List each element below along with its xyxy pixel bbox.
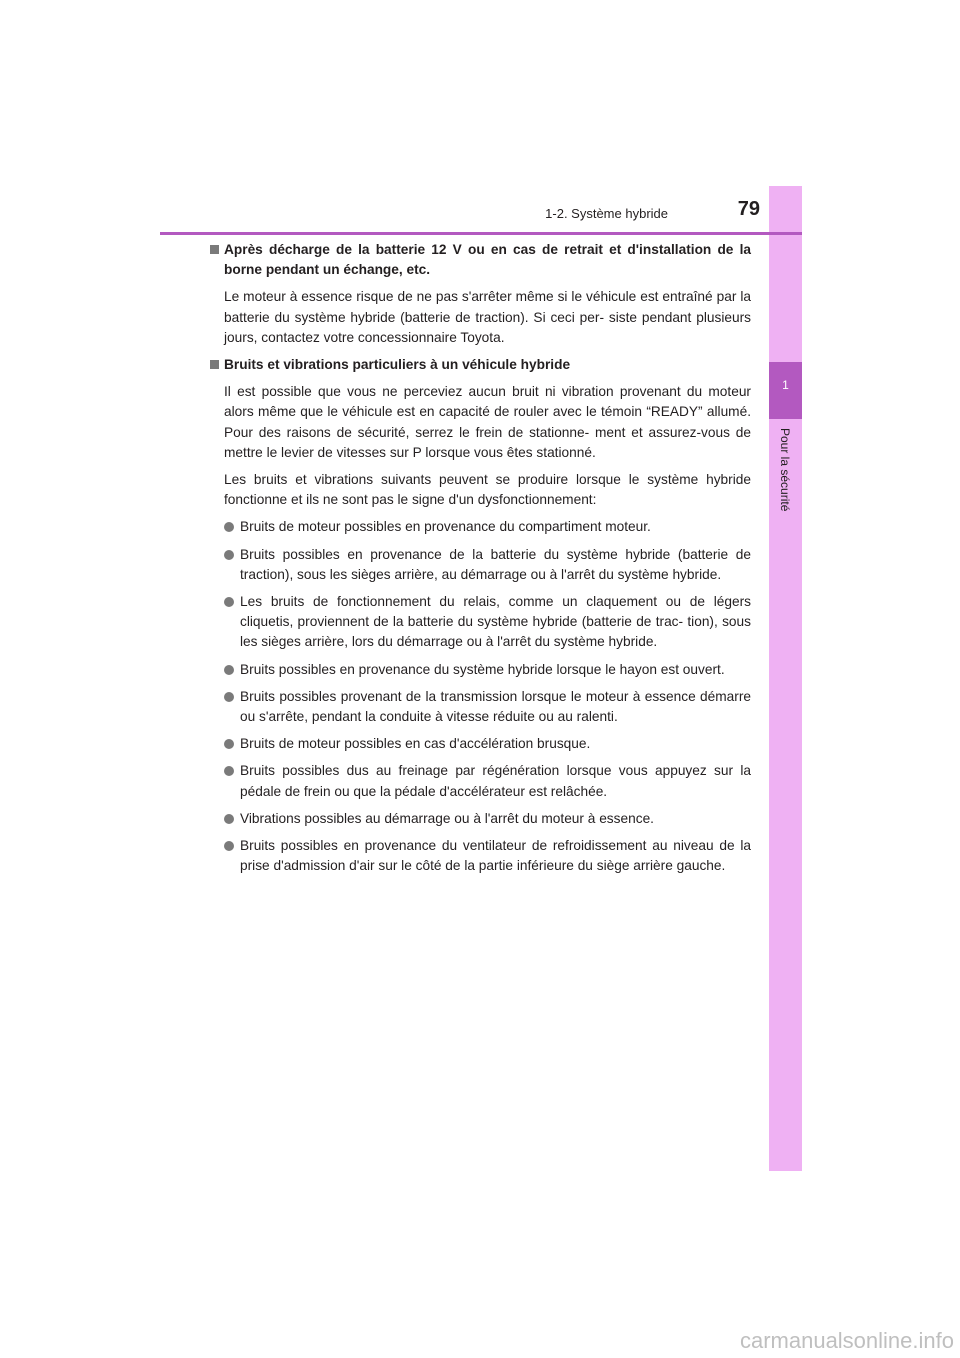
list-item [210,517,751,537]
list-item-text: Bruits possibles en provenance du système hybride lorsque le hayon est ouvert. [240,661,725,677]
header-section-title: 1-2. Système hybride [545,206,668,221]
round-bullet-icon [224,597,234,607]
list-item-text: Bruits possibles provenant de la transmission lorsque le moteur à essence démarre ou s'arrête, pendant la conduite à vitesse réduite ou au ralenti. [240,688,751,725]
round-bullet-icon [224,739,234,749]
list-item [210,734,751,754]
list-item-text: Bruits de moteur possibles en cas d'accélération brusque. [240,736,591,752]
section-heading-text: Après décharge de la batterie 12 V ou en cas de retrait et d'installation de la borne pendant un échange, etc. [224,242,751,278]
list-item [210,660,751,680]
noise-bullet-list [210,517,751,876]
body-paragraph: Il est possible que vous ne perceviez aucun bruit ni vibration provenant du moteur alors même que le véhicule est en capacité de rouler avec le témoin “READY” allumé. Pour des raisons de sécurité, serrez le frein de stationne- ment et assurez-vous de mettre le levier de vitesses sur P lorsque vous êtes stationné. [224,384,751,460]
round-bullet-icon [224,550,234,560]
round-bullet-icon [224,692,234,702]
chapter-number: 1 [782,378,789,392]
list-item [210,687,751,727]
body-paragraph: Le moteur à essence risque de ne pas s'arrêter même si le véhicule est entraîné par la batterie du système hybride (batterie de traction). Si ceci per- siste pendant plusieurs jours, contactez votre concessionnaire Toyota. [224,289,751,345]
chapter-label: Pour la sécurité [778,428,792,512]
list-item-text: Bruits possibles en provenance de la batterie du système hybride (batterie de traction), sous les sièges arrière, au démarrage ou à l'arrêt du système hybride. [240,546,751,582]
main-content [210,240,751,883]
header-rule [160,232,802,235]
watermark: carmanualsonline.info [739,1328,954,1353]
list-item [210,809,751,829]
square-bullet-icon [210,245,219,254]
list-item-text: Bruits possibles en provenance du ventilateur de refroidissement au niveau de la prise d'admission d'air sur le côté de la partie inférieure du siège arrière gauche. [240,838,751,874]
round-bullet-icon [224,766,234,776]
list-item [210,836,751,876]
round-bullet-icon [224,841,234,851]
section-heading [210,240,751,280]
section-heading [210,355,751,375]
chapter-side-tab [769,186,802,1171]
page-number: 79 [737,198,760,220]
list-item-text: Bruits de moteur possibles en provenance du compartiment moteur. [240,519,651,535]
body-paragraph: Les bruits et vibrations suivants peuvent se produire lorsque le système hybride fonctionne et ils ne sont pas le signe d'un dysfonctionnement: [224,472,751,508]
round-bullet-icon [224,522,234,532]
list-item-text: Bruits possibles dus au freinage par régénération lorsque vous appuyez sur la pédale de frein ou que la pédale d'accélérateur est relâchée. [240,763,751,799]
section-heading-text: Bruits et vibrations particuliers à un véhicule hybride [224,357,571,373]
list-item [210,545,751,585]
square-bullet-icon [210,360,219,369]
list-item [210,761,751,801]
list-item-text: Les bruits de fonctionnement du relais, comme un claquement ou de légers cliquetis, proviennent de la batterie du système hybride (batterie de trac- tion), sous les sièges arrière, lors du démarrage ou à l'arrêt du système hybride. [240,594,751,650]
list-item-text: Vibrations possibles au démarrage ou à l'arrêt du moteur à essence. [240,810,654,826]
round-bullet-icon [224,814,234,824]
list-item [210,592,751,653]
round-bullet-icon [224,665,234,675]
